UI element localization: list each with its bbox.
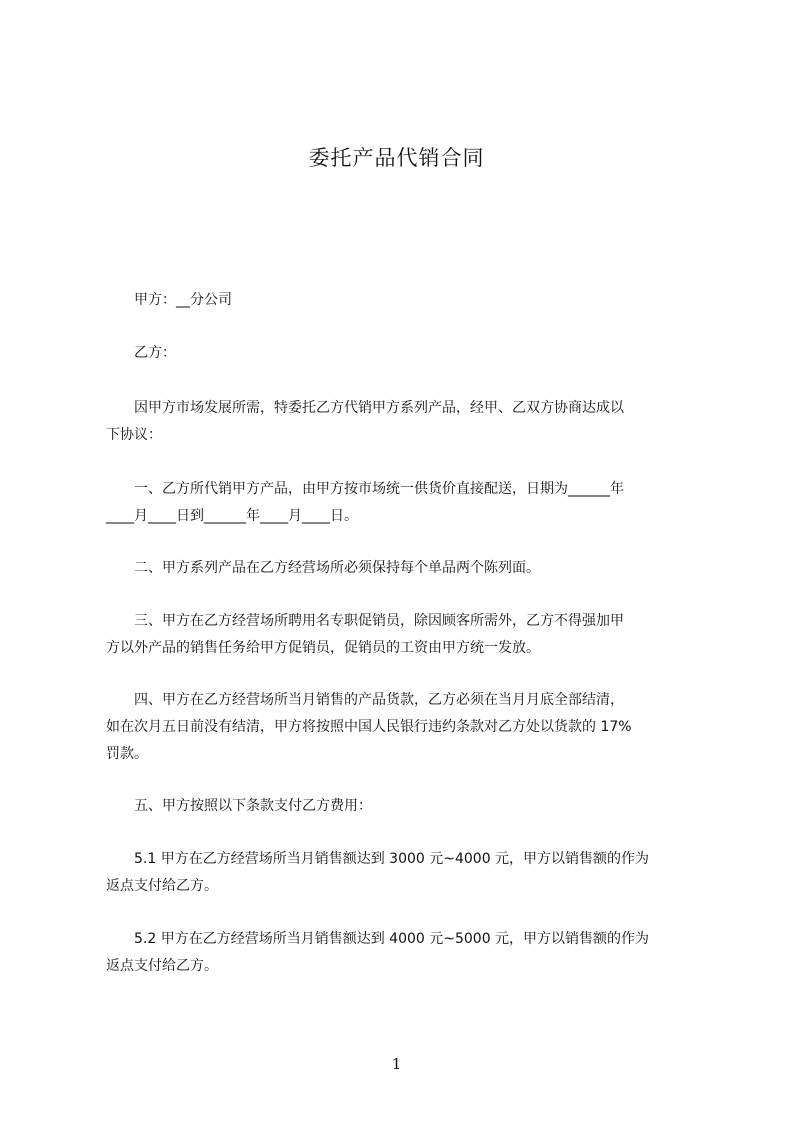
clause-5-2-line-1: 5.2 甲方在乙方经营场所当月销售额达到 4000 元~5000 元，甲方以销售额的作为 bbox=[106, 931, 650, 947]
clause-2-line-1: 二、甲方系列产品在乙方经营场所必须保持每个单品两个陈列面。 bbox=[106, 560, 540, 576]
clause-3-line-1: 三、甲方在乙方经营场所聘用名专职促销员，除因顾客所需外，乙方不得强加甲 bbox=[106, 613, 624, 629]
clause-4-line-3: 罚款。 bbox=[106, 746, 148, 762]
clause-1-line-2: ____月____日到______年____月____日。 bbox=[106, 508, 358, 524]
clause-1-line-1: 一、乙方所代销甲方产品，由甲方按市场统一供货价直接配送，日期为______年 bbox=[106, 481, 624, 497]
clause-5-1-paragraph bbox=[106, 846, 702, 900]
intro-line-2: 下协议： bbox=[106, 427, 162, 443]
clause-3-paragraph bbox=[106, 608, 702, 662]
document-title: 委托产品代销合同 bbox=[308, 146, 485, 170]
clause-5-1-line-2: 返点支付给乙方。 bbox=[106, 878, 218, 894]
clause-4-paragraph bbox=[106, 687, 702, 768]
clause-3-line-2: 方以外产品的销售任务给甲方促销员，促销员的工资由甲方统一发放。 bbox=[106, 640, 540, 656]
clause-5-paragraph bbox=[106, 793, 702, 820]
clause-2-paragraph bbox=[106, 555, 702, 582]
intro-paragraph bbox=[106, 395, 702, 449]
clause-1-paragraph bbox=[106, 476, 702, 530]
clause-5-line-1: 五、甲方按照以下条款支付乙方费用： bbox=[106, 798, 372, 814]
party-b-line bbox=[106, 340, 702, 367]
clause-4-line-1: 四、甲方在乙方经营场所当月销售的产品货款，乙方必须在当月月底全部结清， bbox=[106, 692, 624, 708]
page-number: 1 bbox=[391, 1055, 402, 1073]
intro-line-1: 因甲方市场发展所需，特委托乙方代销甲方系列产品，经甲、乙双方协商达成以 bbox=[106, 400, 624, 416]
party-b-text: 乙方： bbox=[106, 345, 176, 361]
clause-5-2-line-2: 返点支付给乙方。 bbox=[106, 958, 218, 974]
clause-5-1-line-1: 5.1 甲方在乙方经营场所当月销售额达到 3000 元~4000 元，甲方以销售额的作为 bbox=[106, 851, 650, 867]
party-a-text: 甲方：__分公司 bbox=[106, 292, 232, 308]
clause-4-line-2: 如在次月五日前没有结清，甲方将按照中国人民银行违约条款对乙方处以货款的 17% bbox=[106, 719, 632, 735]
clause-5-2-paragraph bbox=[106, 926, 702, 980]
party-a-line bbox=[106, 287, 702, 314]
